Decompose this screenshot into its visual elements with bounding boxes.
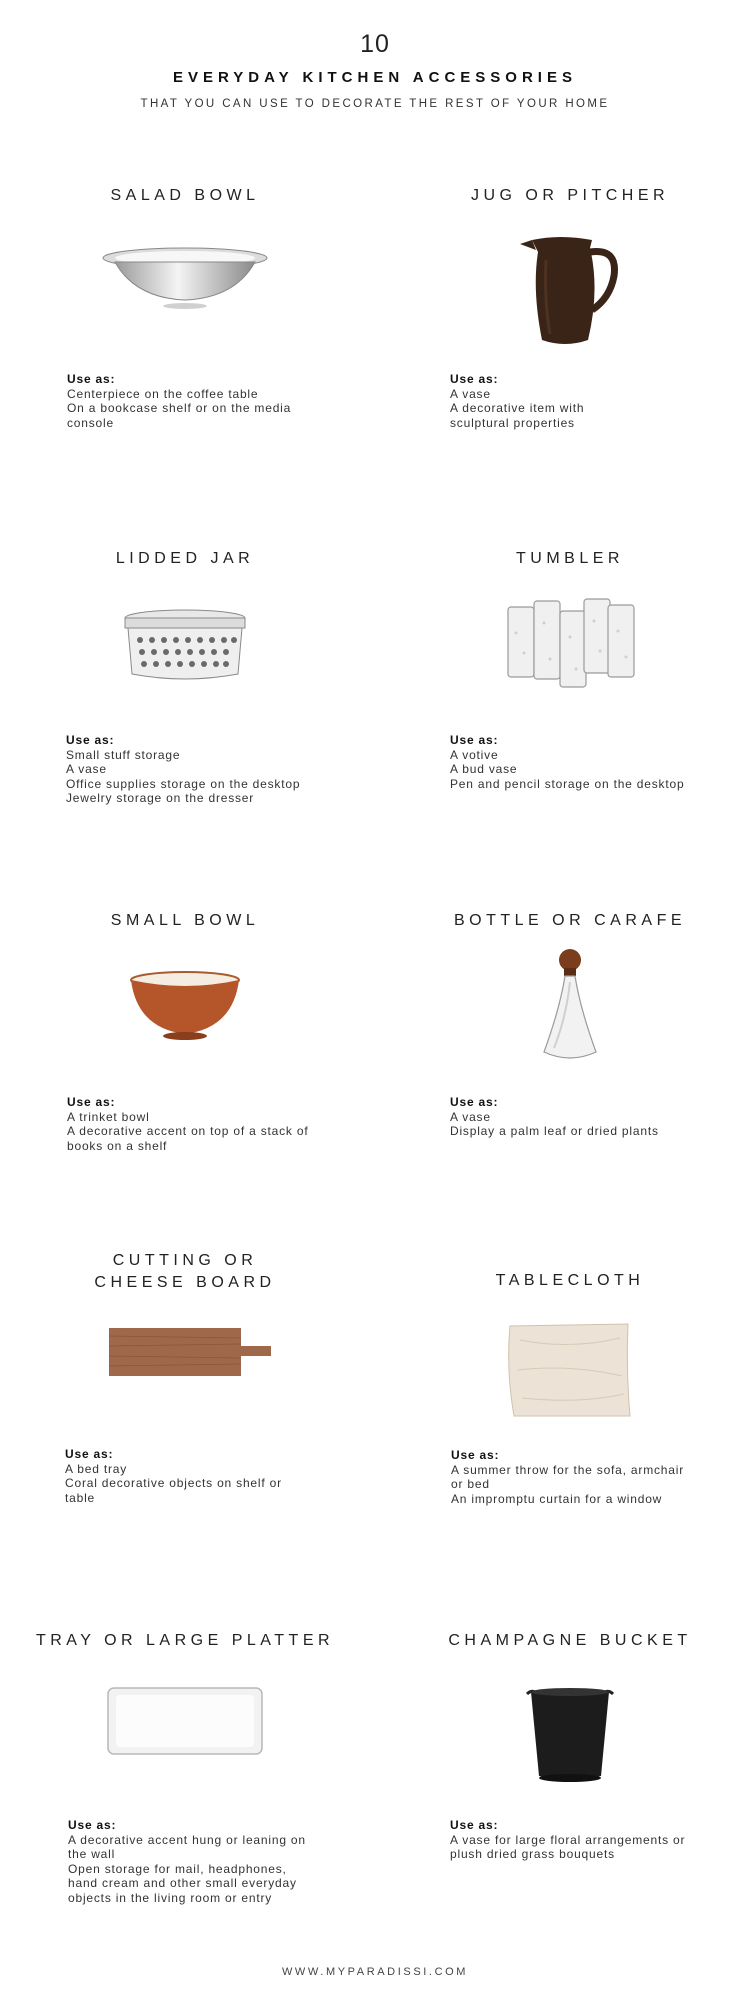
usage-list (451, 1448, 741, 1506)
tray-icon (20, 1682, 350, 1772)
use-line: A vase (450, 1109, 491, 1124)
usage-list (67, 1095, 337, 1153)
use-line: An impromptu curtain for a window (451, 1491, 663, 1506)
champagne-bucket-icon (405, 1680, 735, 1790)
item-name: BOTTLE OR CARAFE (453, 912, 687, 929)
use-label: Use as: (450, 733, 499, 747)
use-label: Use as: (68, 1818, 117, 1832)
use-line: A bed tray (65, 1461, 128, 1476)
use-line: objects in the living room or entry (68, 1890, 273, 1905)
use-line: A bud vase (450, 762, 518, 776)
use-line: Centerpiece on the coffee table (67, 386, 259, 401)
page-header (0, 30, 750, 110)
use-label: Use as: (66, 733, 115, 747)
footer-url: WWW.MYPARADISSI.COM (281, 1966, 469, 1978)
cutting-board-icon (20, 1322, 350, 1432)
list-count: 10 (360, 30, 390, 58)
use-line: Small stuff storage (66, 747, 181, 762)
usage-list (450, 1095, 740, 1139)
use-line: Coral decorative objects on shelf or (65, 1476, 282, 1490)
use-line: A votive (450, 747, 499, 762)
use-line: Jewelry storage on the dresser (66, 791, 255, 805)
use-line: sculptural properties (450, 415, 575, 430)
use-line: A vase (66, 762, 107, 776)
use-label: Use as: (451, 1448, 500, 1462)
use-line: or bed (451, 1477, 490, 1491)
use-label: Use as: (67, 372, 116, 386)
use-label: Use as: (450, 372, 499, 386)
use-line: A decorative item with (450, 401, 585, 415)
salad-bowl-icon (20, 240, 350, 350)
usage-list (68, 1818, 358, 1905)
use-line: plush dried grass bouquets (450, 1847, 615, 1861)
item-name: TRAY OR LARGE PLATTER (35, 1632, 335, 1649)
usage-list (65, 1447, 335, 1505)
use-label: Use as: (450, 1818, 499, 1832)
use-line: Pen and pencil storage on the desktop (450, 776, 685, 791)
use-label: Use as: (450, 1095, 499, 1109)
item-name: LIDDED JAR (115, 550, 255, 567)
use-label: Use as: (65, 1447, 114, 1461)
item-name: CHAMPAGNE BUCKET (448, 1632, 692, 1649)
page-subtitle: THAT YOU CAN USE TO DECORATE THE REST OF YOUR HOME (140, 98, 610, 110)
tumbler-icon (405, 593, 735, 703)
usage-list (450, 1818, 740, 1862)
usage-list (66, 733, 336, 806)
use-line: A vase (450, 386, 491, 401)
usage-list (450, 733, 740, 791)
item-name: TUMBLER (516, 550, 624, 567)
small-bowl-icon (20, 968, 350, 1078)
tablecloth-icon (405, 1320, 735, 1430)
carafe-icon (405, 948, 735, 1068)
item-name-line2: CHEESE BOARD (94, 1274, 276, 1291)
use-line: Office supplies storage on the desktop (66, 776, 301, 791)
pitcher-icon (405, 230, 735, 340)
page-title: EVERYDAY KITCHEN ACCESSORIES (173, 69, 577, 86)
item-name: SMALL BOWL (110, 912, 260, 929)
use-line: A trinket bowl (67, 1109, 150, 1124)
item-name: JUG OR PITCHER (470, 187, 670, 204)
use-line: table (65, 1490, 96, 1505)
item-name: TABLECLOTH (495, 1272, 645, 1289)
use-line: Open storage for mail, headphones, (68, 1861, 287, 1876)
use-line: On a bookcase shelf or on the media (67, 401, 292, 415)
use-line: A vase for large floral arrangements or (450, 1832, 686, 1847)
item-name: CUTTING OR (112, 1252, 258, 1269)
use-line: Display a palm leaf or dried plants (450, 1124, 659, 1138)
use-line: A decorative accent hung or leaning on (68, 1832, 306, 1847)
use-line: books on a shelf (67, 1138, 168, 1153)
use-line: console (67, 415, 114, 430)
item-name: SALAD BOWL (110, 187, 260, 204)
usage-list (67, 372, 337, 430)
usage-list (450, 372, 720, 430)
lidded-jar-icon (20, 608, 350, 718)
use-line: the wall (68, 1847, 116, 1861)
use-line: hand cream and other small everyday (68, 1876, 297, 1890)
use-label: Use as: (67, 1095, 116, 1109)
use-line: A summer throw for the sofa, armchair (451, 1462, 685, 1477)
use-line: A decorative accent on top of a stack of (67, 1124, 309, 1138)
